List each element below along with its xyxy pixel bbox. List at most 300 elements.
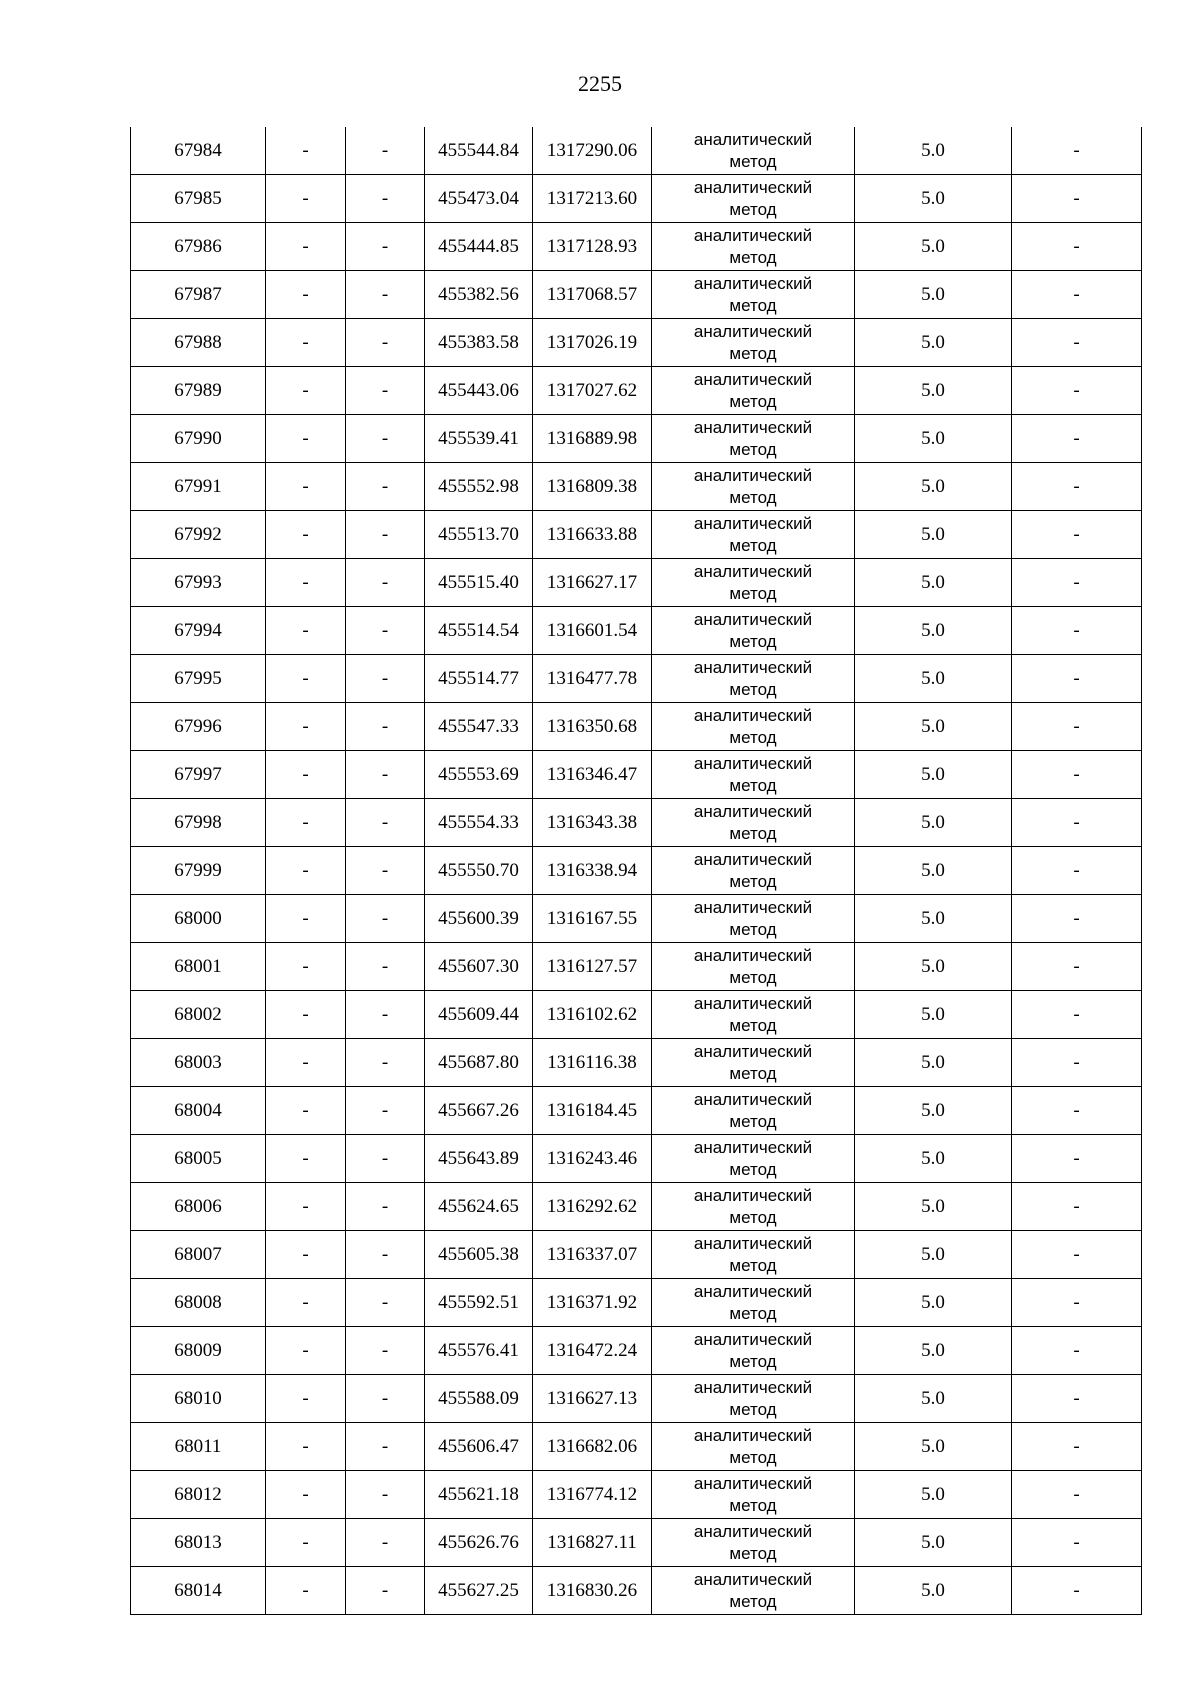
cell-empty-3: - bbox=[346, 367, 425, 415]
cell-point-number: 67989 bbox=[131, 367, 266, 415]
cell-accuracy: 5.0 bbox=[855, 703, 1012, 751]
method-line-1: аналитический bbox=[693, 1329, 813, 1349]
cell-method bbox=[652, 271, 855, 319]
method-line-2: метод bbox=[729, 1063, 777, 1083]
cell-accuracy: 5.0 bbox=[855, 1231, 1012, 1279]
cell-x-coordinate: 455592.51 bbox=[425, 1279, 533, 1327]
cell-empty-8: - bbox=[1012, 655, 1142, 703]
cell-empty-3: - bbox=[346, 1279, 425, 1327]
cell-accuracy: 5.0 bbox=[855, 1039, 1012, 1087]
cell-y-coordinate: 1316167.55 bbox=[533, 895, 652, 943]
cell-empty-8: - bbox=[1012, 1567, 1142, 1615]
method-line-2: метод bbox=[729, 1303, 777, 1323]
method-line-1: аналитический bbox=[693, 1089, 813, 1109]
cell-method bbox=[652, 1087, 855, 1135]
cell-method bbox=[652, 367, 855, 415]
method-line-2: метод bbox=[729, 295, 777, 315]
cell-method bbox=[652, 1327, 855, 1375]
method-line-2: метод bbox=[729, 775, 777, 795]
cell-point-number: 67993 bbox=[131, 559, 266, 607]
cell-x-coordinate: 455550.70 bbox=[425, 847, 533, 895]
cell-empty-8: - bbox=[1012, 1231, 1142, 1279]
cell-empty-8: - bbox=[1012, 1327, 1142, 1375]
cell-x-coordinate: 455554.33 bbox=[425, 799, 533, 847]
cell-accuracy: 5.0 bbox=[855, 1375, 1012, 1423]
cell-y-coordinate: 1316346.47 bbox=[533, 751, 652, 799]
cell-empty-3: - bbox=[346, 991, 425, 1039]
cell-y-coordinate: 1316243.46 bbox=[533, 1135, 652, 1183]
cell-empty-2: - bbox=[266, 1279, 346, 1327]
cell-accuracy: 5.0 bbox=[855, 367, 1012, 415]
cell-accuracy: 5.0 bbox=[855, 463, 1012, 511]
cell-empty-2: - bbox=[266, 799, 346, 847]
table-row bbox=[131, 223, 1142, 271]
cell-method bbox=[652, 415, 855, 463]
cell-y-coordinate: 1316627.17 bbox=[533, 559, 652, 607]
cell-empty-3: - bbox=[346, 127, 425, 175]
cell-empty-2: - bbox=[266, 1039, 346, 1087]
table-row bbox=[131, 1183, 1142, 1231]
cell-empty-2: - bbox=[266, 991, 346, 1039]
method-line-2: метод bbox=[729, 679, 777, 699]
table-row bbox=[131, 1567, 1142, 1615]
cell-point-number: 68008 bbox=[131, 1279, 266, 1327]
cell-y-coordinate: 1316682.06 bbox=[533, 1423, 652, 1471]
cell-method bbox=[652, 1423, 855, 1471]
table-row bbox=[131, 1519, 1142, 1567]
table-row bbox=[131, 1039, 1142, 1087]
cell-method bbox=[652, 559, 855, 607]
table-row bbox=[131, 895, 1142, 943]
cell-accuracy: 5.0 bbox=[855, 1471, 1012, 1519]
cell-empty-8: - bbox=[1012, 703, 1142, 751]
cell-y-coordinate: 1317213.60 bbox=[533, 175, 652, 223]
method-line-1: аналитический bbox=[693, 129, 813, 149]
method-line-2: метод bbox=[729, 871, 777, 891]
cell-point-number: 68006 bbox=[131, 1183, 266, 1231]
method-line-1: аналитический bbox=[693, 801, 813, 821]
cell-empty-8: - bbox=[1012, 895, 1142, 943]
cell-point-number: 68007 bbox=[131, 1231, 266, 1279]
cell-accuracy: 5.0 bbox=[855, 655, 1012, 703]
cell-empty-2: - bbox=[266, 415, 346, 463]
cell-point-number: 68013 bbox=[131, 1519, 266, 1567]
cell-empty-3: - bbox=[346, 1327, 425, 1375]
table-row bbox=[131, 751, 1142, 799]
method-line-1: аналитический bbox=[693, 1377, 813, 1397]
cell-empty-2: - bbox=[266, 511, 346, 559]
method-line-2: метод bbox=[729, 391, 777, 411]
cell-point-number: 67986 bbox=[131, 223, 266, 271]
table-row bbox=[131, 799, 1142, 847]
cell-empty-2: - bbox=[266, 1471, 346, 1519]
cell-empty-8: - bbox=[1012, 511, 1142, 559]
cell-empty-3: - bbox=[346, 223, 425, 271]
table-row bbox=[131, 847, 1142, 895]
method-line-1: аналитический bbox=[693, 1041, 813, 1061]
cell-y-coordinate: 1316343.38 bbox=[533, 799, 652, 847]
cell-x-coordinate: 455687.80 bbox=[425, 1039, 533, 1087]
cell-accuracy: 5.0 bbox=[855, 1087, 1012, 1135]
cell-y-coordinate: 1316127.57 bbox=[533, 943, 652, 991]
cell-empty-2: - bbox=[266, 1567, 346, 1615]
method-line-2: метод bbox=[729, 439, 777, 459]
method-line-1: аналитический bbox=[693, 513, 813, 533]
cell-point-number: 67987 bbox=[131, 271, 266, 319]
table-row bbox=[131, 511, 1142, 559]
method-line-2: метод bbox=[729, 151, 777, 171]
cell-x-coordinate: 455667.26 bbox=[425, 1087, 533, 1135]
cell-empty-3: - bbox=[346, 1231, 425, 1279]
cell-method bbox=[652, 895, 855, 943]
method-line-2: метод bbox=[729, 1111, 777, 1131]
method-line-2: метод bbox=[729, 1351, 777, 1371]
cell-y-coordinate: 1316827.11 bbox=[533, 1519, 652, 1567]
cell-method bbox=[652, 799, 855, 847]
table-row bbox=[131, 991, 1142, 1039]
method-line-2: метод bbox=[729, 583, 777, 603]
cell-empty-8: - bbox=[1012, 991, 1142, 1039]
cell-point-number: 67997 bbox=[131, 751, 266, 799]
method-line-1: аналитический bbox=[693, 465, 813, 485]
cell-y-coordinate: 1316292.62 bbox=[533, 1183, 652, 1231]
cell-empty-3: - bbox=[346, 799, 425, 847]
cell-empty-2: - bbox=[266, 847, 346, 895]
cell-method bbox=[652, 175, 855, 223]
cell-point-number: 68010 bbox=[131, 1375, 266, 1423]
table-row bbox=[131, 1279, 1142, 1327]
method-line-2: метод bbox=[729, 1015, 777, 1035]
cell-y-coordinate: 1316472.24 bbox=[533, 1327, 652, 1375]
method-line-1: аналитический bbox=[693, 657, 813, 677]
cell-y-coordinate: 1316774.12 bbox=[533, 1471, 652, 1519]
cell-empty-8: - bbox=[1012, 1375, 1142, 1423]
cell-empty-2: - bbox=[266, 367, 346, 415]
cell-method bbox=[652, 319, 855, 367]
cell-method bbox=[652, 463, 855, 511]
cell-x-coordinate: 455621.18 bbox=[425, 1471, 533, 1519]
method-line-1: аналитический bbox=[693, 945, 813, 965]
method-line-1: аналитический bbox=[693, 1233, 813, 1253]
cell-empty-3: - bbox=[346, 415, 425, 463]
method-line-1: аналитический bbox=[693, 1569, 813, 1589]
cell-accuracy: 5.0 bbox=[855, 271, 1012, 319]
cell-x-coordinate: 455643.89 bbox=[425, 1135, 533, 1183]
cell-point-number: 68001 bbox=[131, 943, 266, 991]
method-line-1: аналитический bbox=[693, 849, 813, 869]
cell-method bbox=[652, 847, 855, 895]
cell-empty-8: - bbox=[1012, 847, 1142, 895]
cell-accuracy: 5.0 bbox=[855, 415, 1012, 463]
table-row bbox=[131, 607, 1142, 655]
cell-empty-3: - bbox=[346, 1471, 425, 1519]
method-line-2: метод bbox=[729, 1543, 777, 1563]
cell-empty-2: - bbox=[266, 1375, 346, 1423]
cell-y-coordinate: 1316184.45 bbox=[533, 1087, 652, 1135]
cell-y-coordinate: 1317027.62 bbox=[533, 367, 652, 415]
cell-empty-2: - bbox=[266, 319, 346, 367]
method-line-1: аналитический bbox=[693, 1185, 813, 1205]
cell-empty-2: - bbox=[266, 559, 346, 607]
cell-accuracy: 5.0 bbox=[855, 1135, 1012, 1183]
cell-empty-3: - bbox=[346, 1135, 425, 1183]
cell-accuracy: 5.0 bbox=[855, 1183, 1012, 1231]
cell-x-coordinate: 455514.77 bbox=[425, 655, 533, 703]
cell-accuracy: 5.0 bbox=[855, 1567, 1012, 1615]
cell-empty-3: - bbox=[346, 703, 425, 751]
cell-empty-2: - bbox=[266, 1231, 346, 1279]
cell-y-coordinate: 1316889.98 bbox=[533, 415, 652, 463]
cell-accuracy: 5.0 bbox=[855, 991, 1012, 1039]
cell-x-coordinate: 455544.84 bbox=[425, 127, 533, 175]
cell-method bbox=[652, 1471, 855, 1519]
table-row bbox=[131, 319, 1142, 367]
cell-point-number: 67984 bbox=[131, 127, 266, 175]
method-line-1: аналитический bbox=[693, 417, 813, 437]
cell-x-coordinate: 455513.70 bbox=[425, 511, 533, 559]
cell-empty-2: - bbox=[266, 1183, 346, 1231]
method-line-2: метод bbox=[729, 1207, 777, 1227]
cell-y-coordinate: 1316601.54 bbox=[533, 607, 652, 655]
cell-method bbox=[652, 511, 855, 559]
cell-method bbox=[652, 607, 855, 655]
method-line-1: аналитический bbox=[693, 993, 813, 1013]
cell-method bbox=[652, 1039, 855, 1087]
cell-x-coordinate: 455607.30 bbox=[425, 943, 533, 991]
cell-point-number: 67990 bbox=[131, 415, 266, 463]
cell-y-coordinate: 1316633.88 bbox=[533, 511, 652, 559]
cell-x-coordinate: 455588.09 bbox=[425, 1375, 533, 1423]
cell-empty-8: - bbox=[1012, 415, 1142, 463]
cell-empty-8: - bbox=[1012, 751, 1142, 799]
page-number: 2255 bbox=[578, 71, 622, 96]
table-row bbox=[131, 127, 1142, 175]
cell-method bbox=[652, 703, 855, 751]
cell-empty-3: - bbox=[346, 1039, 425, 1087]
cell-empty-8: - bbox=[1012, 175, 1142, 223]
method-line-1: аналитический bbox=[693, 273, 813, 293]
cell-empty-8: - bbox=[1012, 1039, 1142, 1087]
method-line-2: метод bbox=[729, 487, 777, 507]
cell-point-number: 68012 bbox=[131, 1471, 266, 1519]
cell-empty-8: - bbox=[1012, 607, 1142, 655]
cell-empty-8: - bbox=[1012, 559, 1142, 607]
cell-point-number: 67998 bbox=[131, 799, 266, 847]
cell-empty-2: - bbox=[266, 175, 346, 223]
cell-x-coordinate: 455515.40 bbox=[425, 559, 533, 607]
cell-empty-3: - bbox=[346, 175, 425, 223]
cell-x-coordinate: 455609.44 bbox=[425, 991, 533, 1039]
cell-empty-2: - bbox=[266, 751, 346, 799]
cell-point-number: 68002 bbox=[131, 991, 266, 1039]
cell-point-number: 68014 bbox=[131, 1567, 266, 1615]
cell-point-number: 68003 bbox=[131, 1039, 266, 1087]
table-row bbox=[131, 1327, 1142, 1375]
cell-accuracy: 5.0 bbox=[855, 559, 1012, 607]
coordinates-table bbox=[130, 127, 1142, 1615]
cell-empty-3: - bbox=[346, 655, 425, 703]
cell-empty-2: - bbox=[266, 703, 346, 751]
cell-empty-8: - bbox=[1012, 463, 1142, 511]
cell-point-number: 67996 bbox=[131, 703, 266, 751]
cell-point-number: 67992 bbox=[131, 511, 266, 559]
cell-y-coordinate: 1316809.38 bbox=[533, 463, 652, 511]
cell-accuracy: 5.0 bbox=[855, 1279, 1012, 1327]
cell-method bbox=[652, 1135, 855, 1183]
cell-method bbox=[652, 1375, 855, 1423]
method-line-2: метод bbox=[729, 919, 777, 939]
cell-x-coordinate: 455624.65 bbox=[425, 1183, 533, 1231]
method-line-1: аналитический bbox=[693, 753, 813, 773]
cell-y-coordinate: 1317128.93 bbox=[533, 223, 652, 271]
cell-empty-8: - bbox=[1012, 1087, 1142, 1135]
cell-accuracy: 5.0 bbox=[855, 511, 1012, 559]
cell-empty-3: - bbox=[346, 1519, 425, 1567]
cell-empty-2: - bbox=[266, 1519, 346, 1567]
cell-y-coordinate: 1317026.19 bbox=[533, 319, 652, 367]
cell-point-number: 68004 bbox=[131, 1087, 266, 1135]
table-row bbox=[131, 367, 1142, 415]
cell-method bbox=[652, 1183, 855, 1231]
cell-method bbox=[652, 1567, 855, 1615]
cell-empty-2: - bbox=[266, 895, 346, 943]
method-line-1: аналитический bbox=[693, 1521, 813, 1541]
cell-x-coordinate: 455605.38 bbox=[425, 1231, 533, 1279]
table-row bbox=[131, 463, 1142, 511]
cell-empty-2: - bbox=[266, 607, 346, 655]
cell-accuracy: 5.0 bbox=[855, 607, 1012, 655]
cell-accuracy: 5.0 bbox=[855, 799, 1012, 847]
cell-empty-3: - bbox=[346, 607, 425, 655]
cell-x-coordinate: 455606.47 bbox=[425, 1423, 533, 1471]
cell-point-number: 67988 bbox=[131, 319, 266, 367]
cell-y-coordinate: 1316371.92 bbox=[533, 1279, 652, 1327]
cell-point-number: 67991 bbox=[131, 463, 266, 511]
method-line-2: метод bbox=[729, 631, 777, 651]
table-row bbox=[131, 1135, 1142, 1183]
cell-empty-3: - bbox=[346, 943, 425, 991]
cell-empty-8: - bbox=[1012, 1135, 1142, 1183]
cell-accuracy: 5.0 bbox=[855, 223, 1012, 271]
cell-y-coordinate: 1316627.13 bbox=[533, 1375, 652, 1423]
cell-x-coordinate: 455600.39 bbox=[425, 895, 533, 943]
method-line-2: метод bbox=[729, 1591, 777, 1611]
cell-empty-2: - bbox=[266, 127, 346, 175]
table-row bbox=[131, 655, 1142, 703]
method-line-1: аналитический bbox=[693, 225, 813, 245]
cell-x-coordinate: 455443.06 bbox=[425, 367, 533, 415]
cell-empty-8: - bbox=[1012, 1279, 1142, 1327]
cell-x-coordinate: 455473.04 bbox=[425, 175, 533, 223]
method-line-2: метод bbox=[729, 199, 777, 219]
table-row bbox=[131, 943, 1142, 991]
cell-empty-8: - bbox=[1012, 223, 1142, 271]
cell-accuracy: 5.0 bbox=[855, 319, 1012, 367]
method-line-2: метод bbox=[729, 1495, 777, 1515]
cell-x-coordinate: 455552.98 bbox=[425, 463, 533, 511]
cell-method bbox=[652, 1231, 855, 1279]
cell-empty-3: - bbox=[346, 511, 425, 559]
cell-x-coordinate: 455539.41 bbox=[425, 415, 533, 463]
table-row bbox=[131, 1375, 1142, 1423]
cell-y-coordinate: 1317068.57 bbox=[533, 271, 652, 319]
cell-empty-8: - bbox=[1012, 127, 1142, 175]
cell-y-coordinate: 1316337.07 bbox=[533, 1231, 652, 1279]
cell-x-coordinate: 455576.41 bbox=[425, 1327, 533, 1375]
table-row bbox=[131, 1471, 1142, 1519]
cell-y-coordinate: 1317290.06 bbox=[533, 127, 652, 175]
cell-empty-3: - bbox=[346, 1423, 425, 1471]
cell-x-coordinate: 455553.69 bbox=[425, 751, 533, 799]
table-row bbox=[131, 415, 1142, 463]
method-line-2: метод bbox=[729, 343, 777, 363]
cell-accuracy: 5.0 bbox=[855, 175, 1012, 223]
cell-empty-2: - bbox=[266, 1327, 346, 1375]
cell-accuracy: 5.0 bbox=[855, 127, 1012, 175]
cell-point-number: 68005 bbox=[131, 1135, 266, 1183]
cell-empty-8: - bbox=[1012, 1471, 1142, 1519]
method-line-1: аналитический bbox=[693, 561, 813, 581]
method-line-2: метод bbox=[729, 823, 777, 843]
method-line-1: аналитический bbox=[693, 705, 813, 725]
cell-method bbox=[652, 1519, 855, 1567]
cell-accuracy: 5.0 bbox=[855, 847, 1012, 895]
cell-point-number: 68009 bbox=[131, 1327, 266, 1375]
table-row bbox=[131, 703, 1142, 751]
cell-method bbox=[652, 127, 855, 175]
cell-method bbox=[652, 991, 855, 1039]
cell-empty-2: - bbox=[266, 943, 346, 991]
cell-empty-3: - bbox=[346, 751, 425, 799]
method-line-1: аналитический bbox=[693, 1425, 813, 1445]
table-row bbox=[131, 1231, 1142, 1279]
cell-empty-3: - bbox=[346, 1183, 425, 1231]
cell-x-coordinate: 455626.76 bbox=[425, 1519, 533, 1567]
cell-method bbox=[652, 1279, 855, 1327]
cell-method bbox=[652, 751, 855, 799]
method-line-2: метод bbox=[729, 1255, 777, 1275]
cell-empty-3: - bbox=[346, 1087, 425, 1135]
cell-empty-8: - bbox=[1012, 319, 1142, 367]
cell-empty-3: - bbox=[346, 1375, 425, 1423]
cell-accuracy: 5.0 bbox=[855, 943, 1012, 991]
method-line-1: аналитический bbox=[693, 609, 813, 629]
cell-empty-8: - bbox=[1012, 1183, 1142, 1231]
cell-point-number: 67985 bbox=[131, 175, 266, 223]
method-line-2: метод bbox=[729, 1447, 777, 1467]
cell-x-coordinate: 455382.56 bbox=[425, 271, 533, 319]
cell-accuracy: 5.0 bbox=[855, 1519, 1012, 1567]
method-line-1: аналитический bbox=[693, 897, 813, 917]
method-line-2: метод bbox=[729, 535, 777, 555]
method-line-2: метод bbox=[729, 967, 777, 987]
method-line-1: аналитический bbox=[693, 1137, 813, 1157]
cell-empty-8: - bbox=[1012, 271, 1142, 319]
cell-y-coordinate: 1316338.94 bbox=[533, 847, 652, 895]
cell-empty-8: - bbox=[1012, 1519, 1142, 1567]
method-line-1: аналитический bbox=[693, 177, 813, 197]
cell-empty-8: - bbox=[1012, 367, 1142, 415]
cell-empty-3: - bbox=[346, 895, 425, 943]
cell-method bbox=[652, 223, 855, 271]
cell-empty-8: - bbox=[1012, 799, 1142, 847]
table-row bbox=[131, 271, 1142, 319]
cell-y-coordinate: 1316830.26 bbox=[533, 1567, 652, 1615]
cell-accuracy: 5.0 bbox=[855, 895, 1012, 943]
cell-empty-2: - bbox=[266, 463, 346, 511]
cell-empty-2: - bbox=[266, 271, 346, 319]
cell-empty-3: - bbox=[346, 559, 425, 607]
